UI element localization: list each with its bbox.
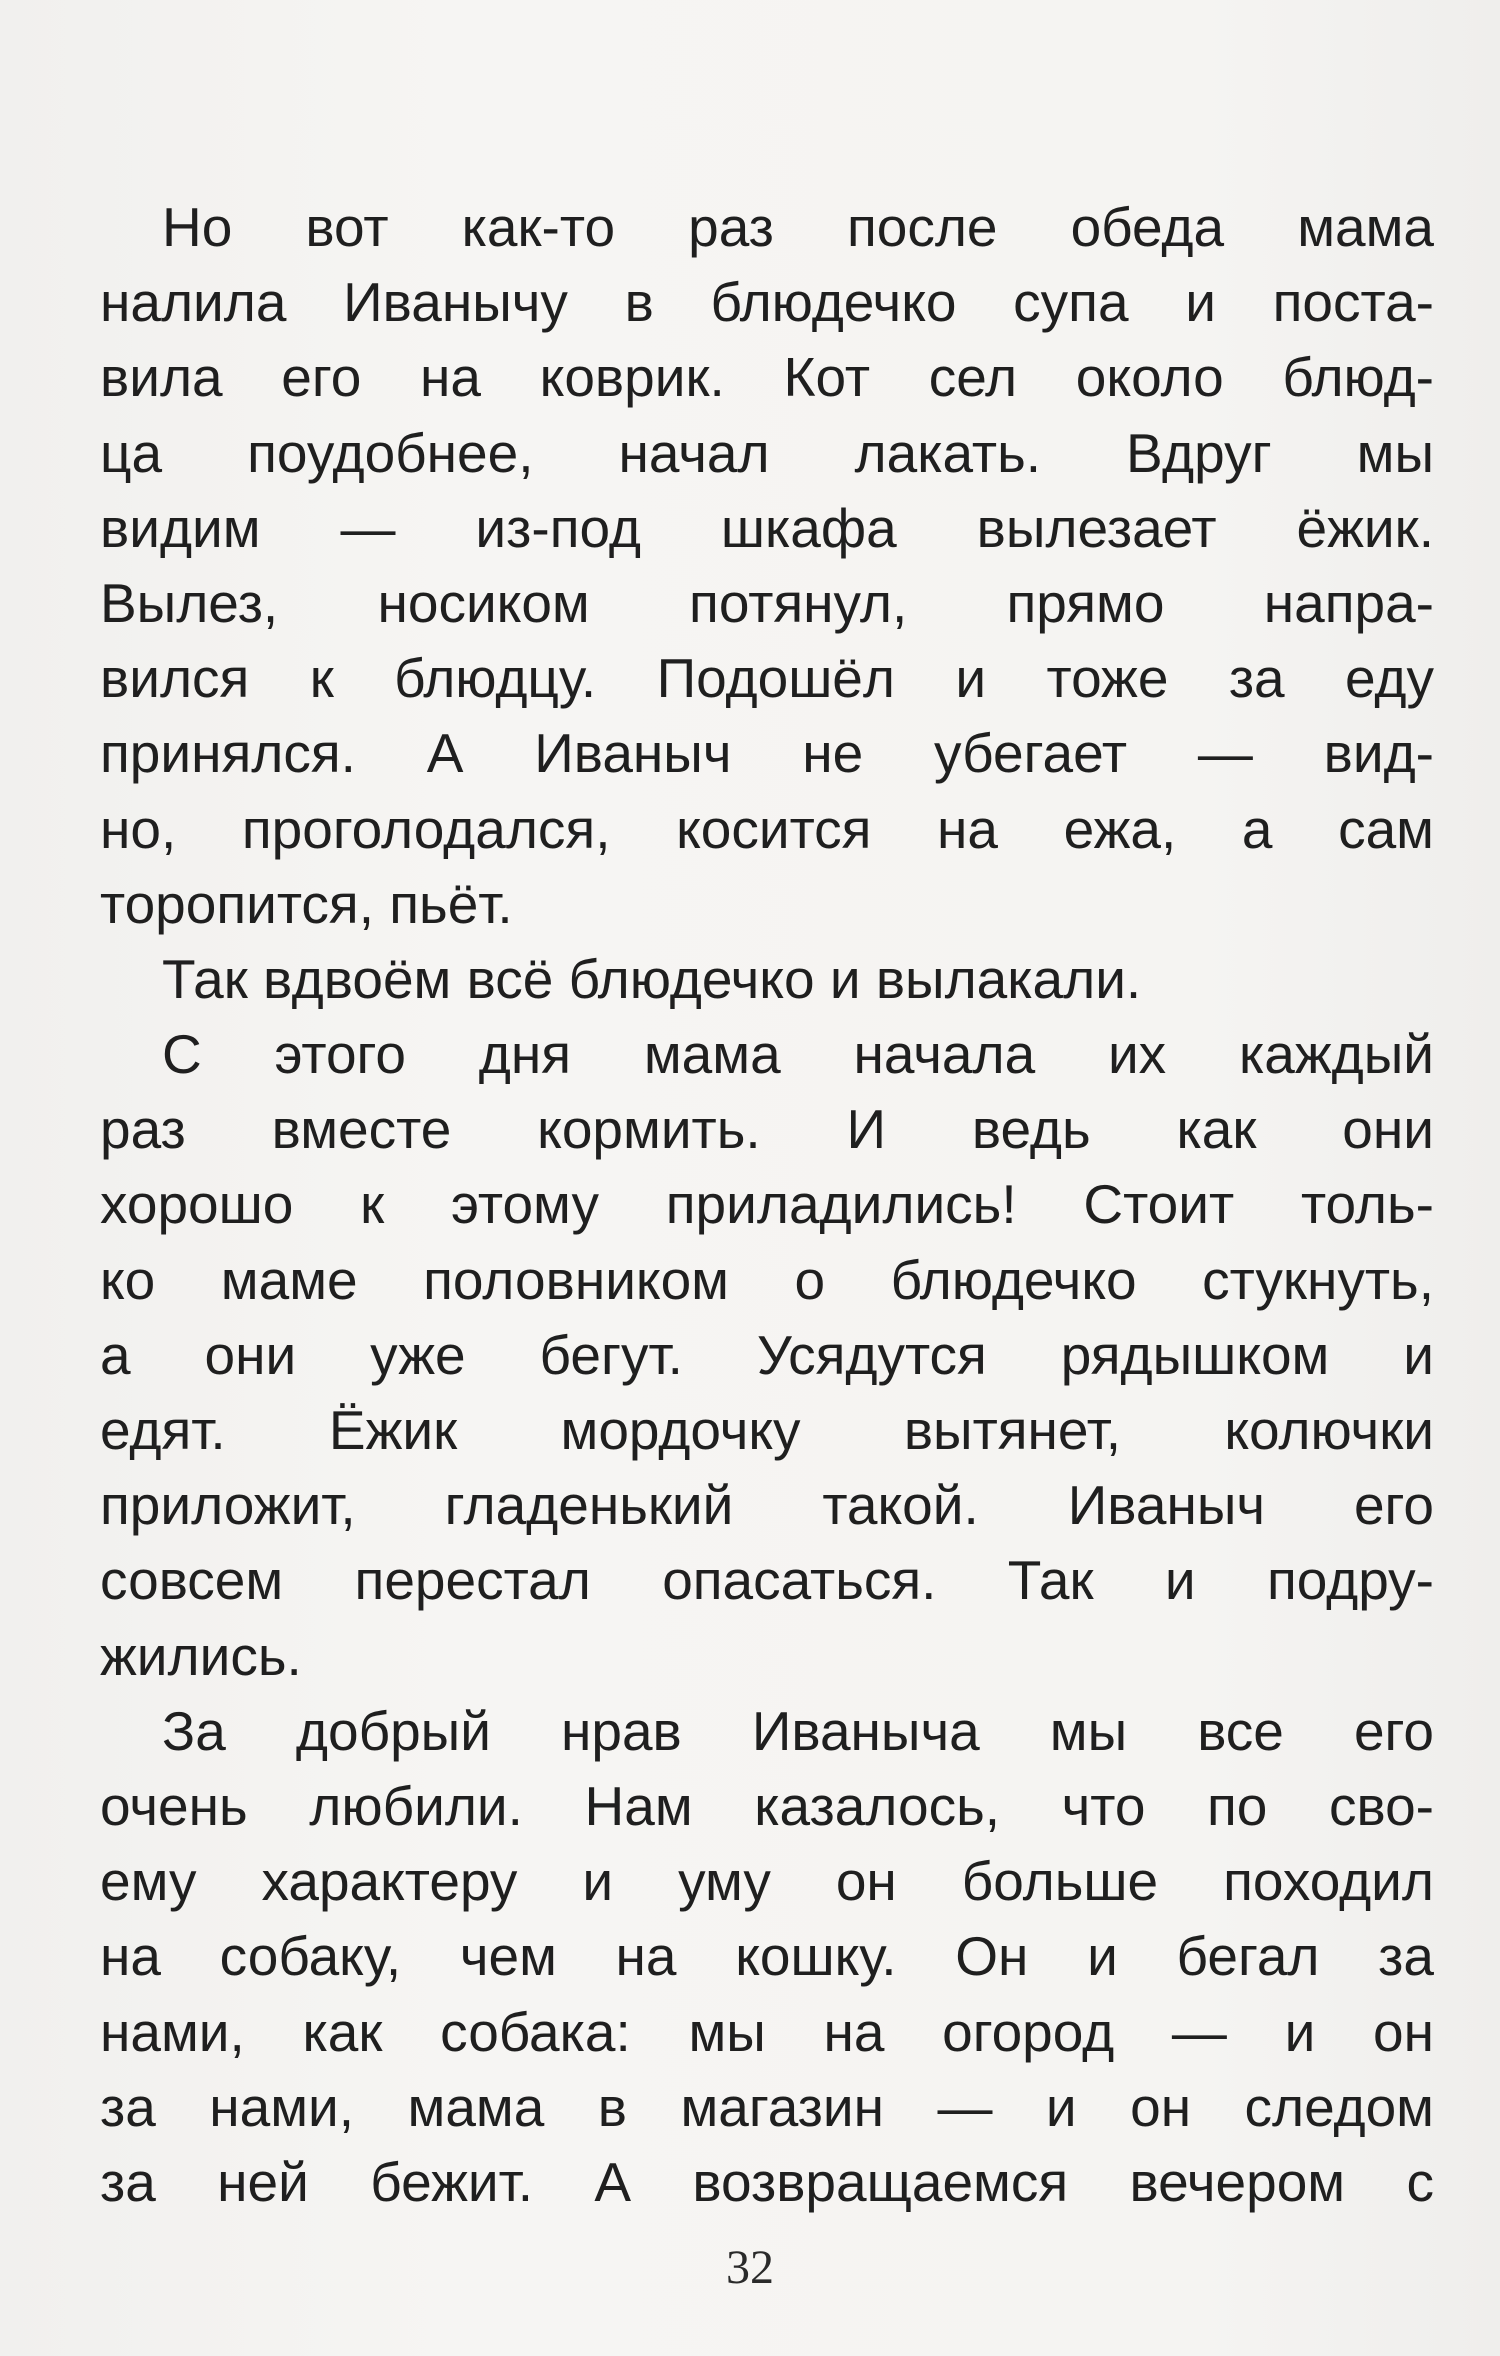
text-line: хорошо к этому приладились! Стоит толь- <box>100 1173 1434 1236</box>
text-line: торопится, пьёт. <box>100 872 513 935</box>
text-line: ему характеру и уму он больше походил <box>100 1850 1434 1913</box>
text-line: Вылез, носиком потянул, прямо напра- <box>100 571 1434 634</box>
text-line: Так вдвоём всё блюдечко и вылакали. <box>162 947 1142 1010</box>
text-line: очень любили. Нам казалось, что по сво- <box>100 1774 1434 1837</box>
text-line: едят. Ёжик мордочку вытянет, колючки <box>100 1399 1434 1461</box>
text-line: жились. <box>100 1624 302 1687</box>
text-line: ко маме половником о блюдечко стукнуть, <box>100 1248 1434 1311</box>
text-line: С этого дня мама начала их каждый <box>162 1023 1434 1086</box>
text-line: но, проголодался, косится на ежа, а сам <box>100 797 1434 860</box>
text-line: совсем перестал опасаться. Так и подру- <box>100 1549 1434 1612</box>
text-line: приложит, гладенький такой. Иваныч его <box>100 1474 1434 1537</box>
page-number: 32 <box>726 2241 774 2294</box>
text-line: за ней бежит. А возвращаемся вечером с <box>100 2150 1434 2213</box>
text-line: а они уже бегут. Усядутся рядышком и <box>100 1323 1434 1386</box>
text-line: вился к блюдцу. Подошёл и тоже за еду <box>100 647 1434 710</box>
text-line: Но вот как-то раз после обеда мама <box>162 196 1434 258</box>
text-line: ца поудобнее, начал лакать. Вдруг мы <box>100 421 1434 484</box>
text-line: видим — из-под шкафа вылезает ёжик. <box>100 496 1434 559</box>
text-line: нами, как собака: мы на огород — и он <box>100 2000 1434 2063</box>
text-line: за нами, мама в магазин — и он следом <box>100 2075 1434 2138</box>
text-line: вила его на коврик. Кот сел около блюд- <box>100 346 1434 409</box>
body-text <box>100 190 1434 2220</box>
text-line: принялся. А Иваныч не убегает — вид- <box>100 722 1434 785</box>
text-line: на собаку, чем на кошку. Он и бегал за <box>100 1925 1434 1988</box>
text-line: За добрый нрав Иваныча мы все его <box>162 1699 1434 1762</box>
text-line: налила Иванычу в блюдечко супа и поста- <box>100 271 1434 334</box>
text-line: раз вместе кормить. И ведь как они <box>100 1098 1434 1161</box>
